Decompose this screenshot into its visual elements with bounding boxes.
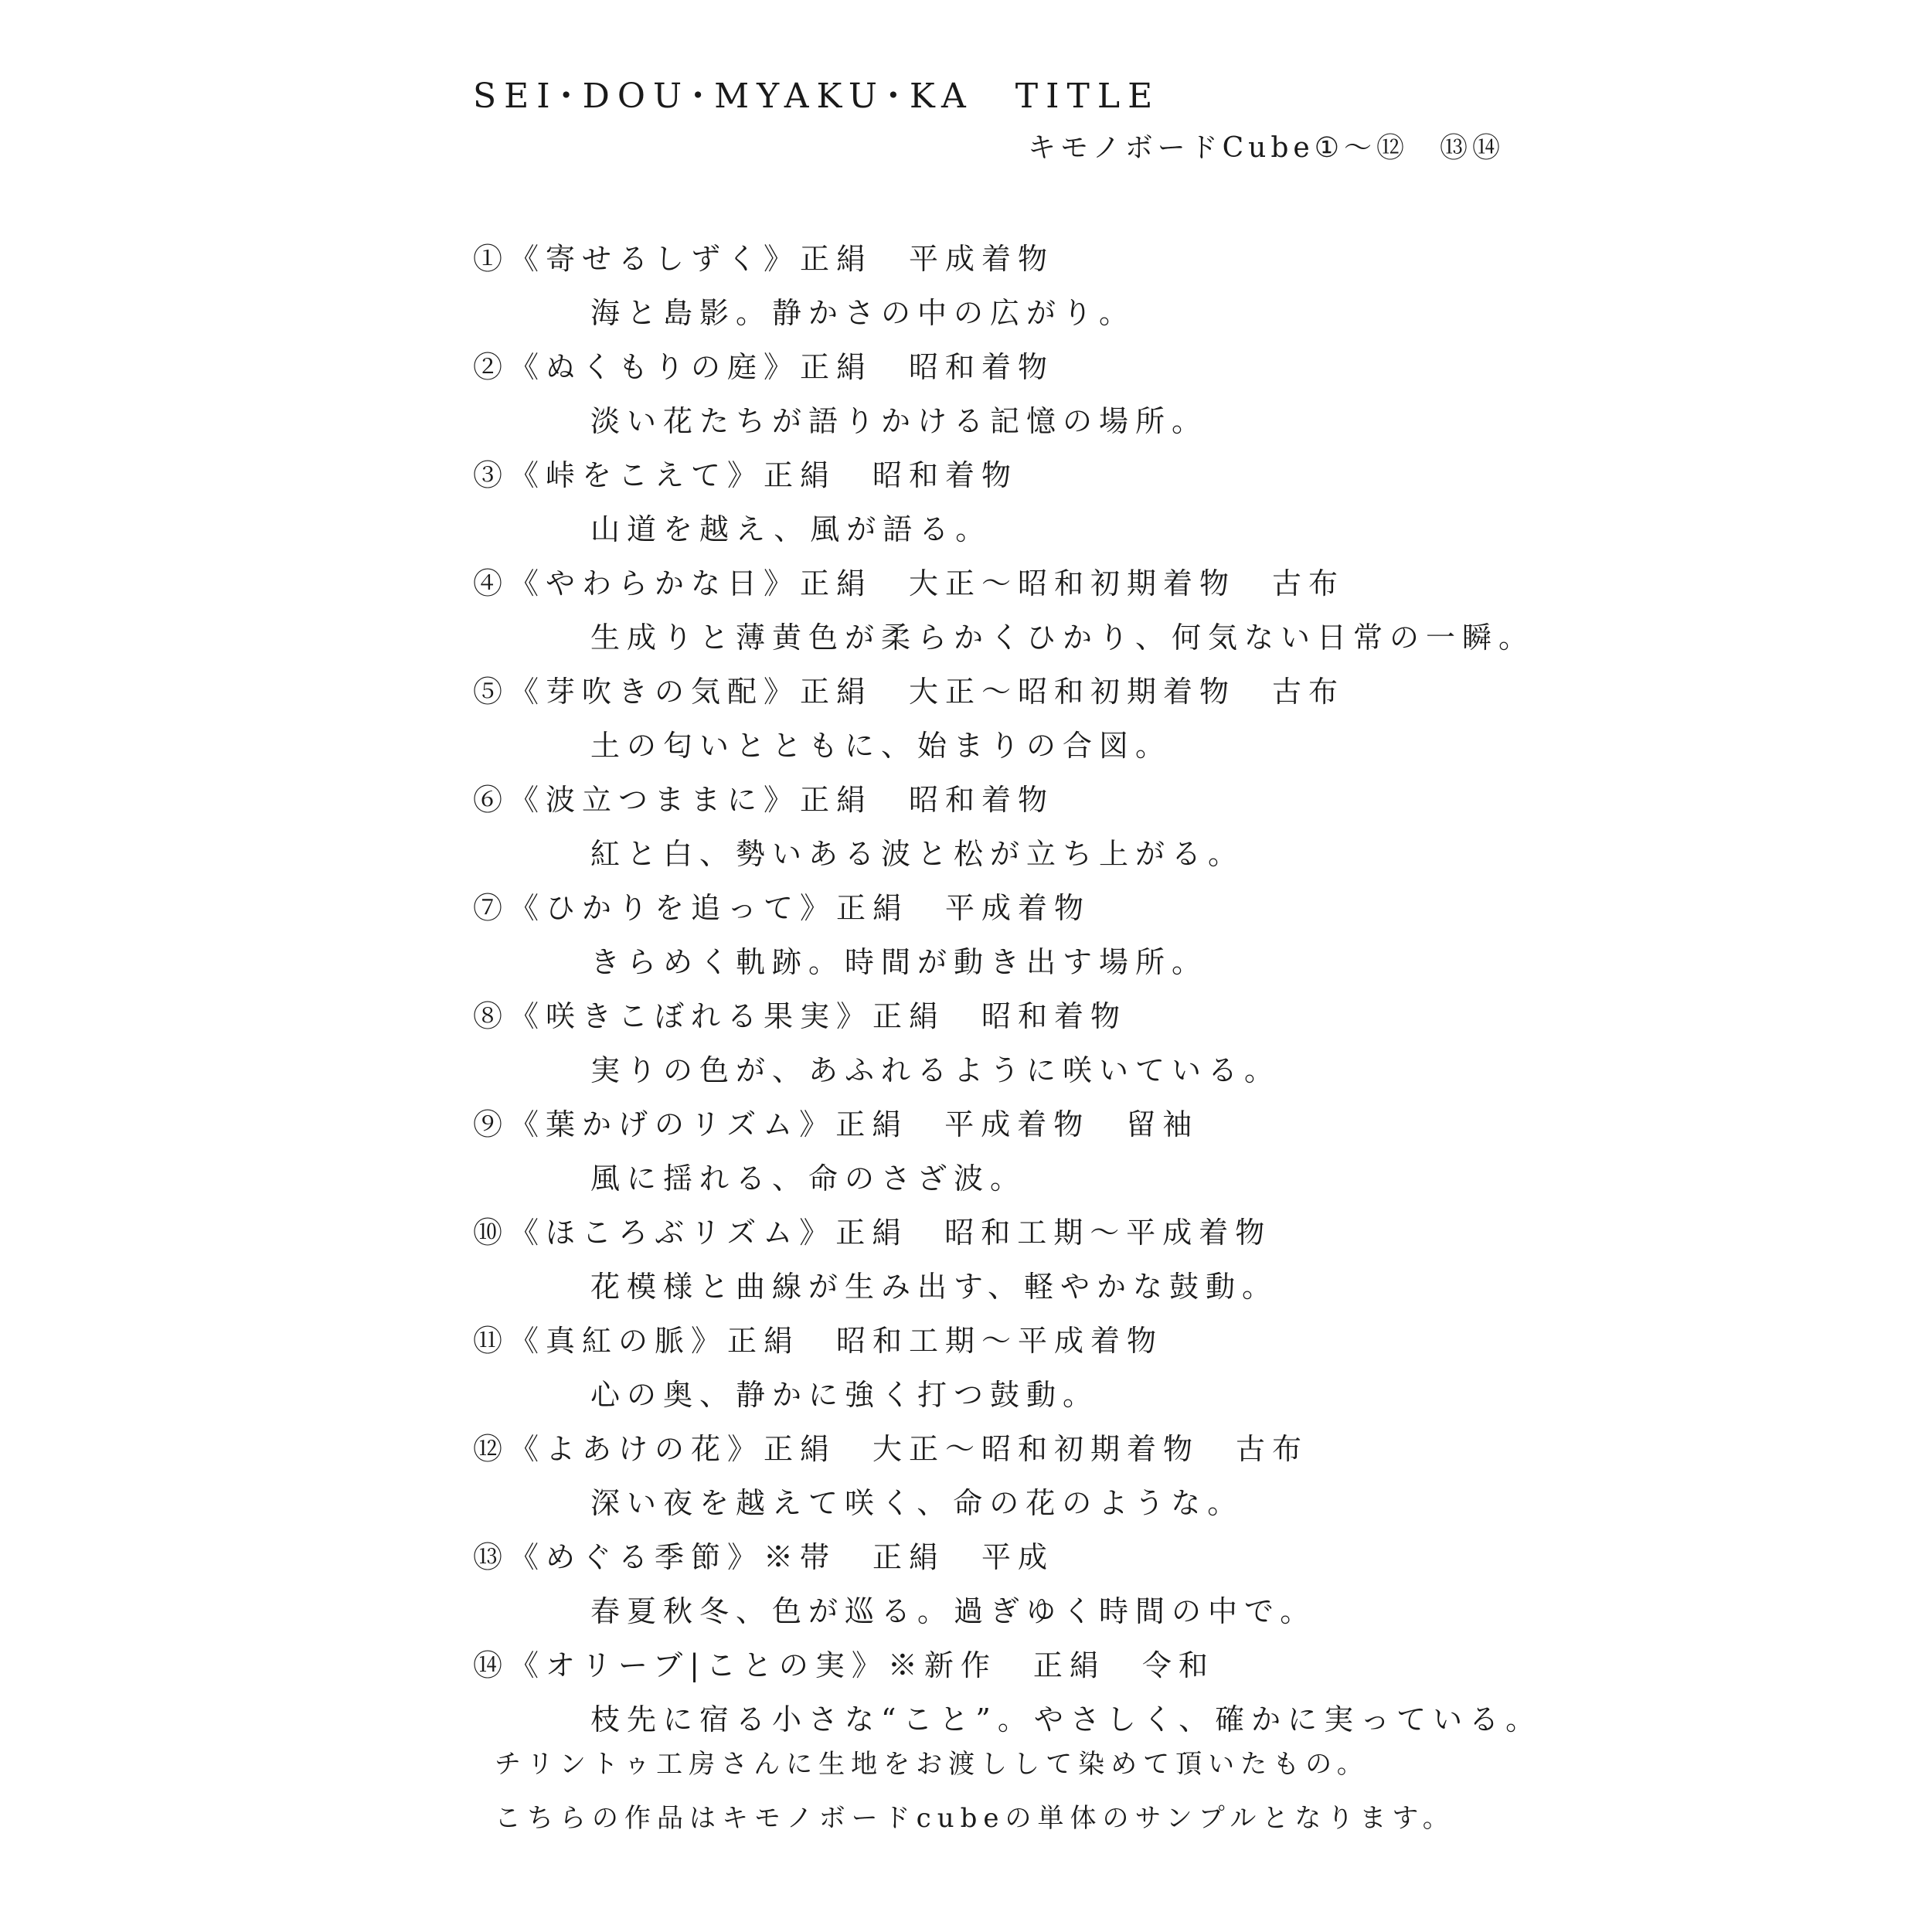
entry-heading: ⑬《めぐる季節》※帯 正絹 平成: [473, 1540, 1055, 1574]
entry-heading: ⑭《オリーブ|ことの実》※新作 正絹 令和: [473, 1648, 1215, 1682]
entry-heading: ⑤《芽吹きの気配》正絹 大正～昭和初期着物 古布: [473, 675, 1345, 709]
subtitle-extra: ⑬⑭: [1440, 132, 1505, 164]
page-title: SEI･DOU･MYAKU･KA TITLE: [473, 77, 1161, 116]
entry-heading: ④《やわらかな日》正絹 大正～昭和初期着物 古布: [473, 566, 1345, 600]
entry-description: 淡い花たちが語りかける記憶の場所。: [590, 404, 1209, 438]
entry-heading: ①《寄せるしずく》正絹 平成着物: [473, 242, 1055, 276]
entry-description: 海と島影。静かさの中の広がり。: [590, 296, 1136, 330]
entry-description: 枝先に宿る小さな“こと”。やさしく、確かに実っている。: [590, 1702, 1543, 1736]
entry-heading: ⑪《真紅の脈》正絹 昭和工期～平成着物: [473, 1324, 1164, 1358]
entry-description: 春夏秋冬、色が巡る。過ぎゆく時間の中で。: [590, 1594, 1317, 1628]
entry-description: 深い夜を越えて咲く、命の花のような。: [590, 1486, 1244, 1520]
footnote-dyeing: チリントゥ工房さんに生地をお渡しして染めて頂いたもの。: [495, 1749, 1369, 1780]
entry-description: 花模様と曲線が生み出す、軽やかな鼓動。: [590, 1270, 1278, 1304]
entry-list: [473, 232, 1864, 1747]
entry-heading: ⑥《波立つままに》正絹 昭和着物: [473, 783, 1055, 817]
entry-description: 実りの色が、あふれるように咲いている。: [590, 1053, 1281, 1087]
entry-heading: ③《峠をこえて》正絹 昭和着物: [473, 458, 1019, 492]
entry-heading: ②《ぬくもりの庭》正絹 昭和着物: [473, 350, 1055, 384]
entry-heading: ⑨《葉かげのリズム》正絹 平成着物 留袖: [473, 1107, 1199, 1141]
entry-description: 心の奥、静かに強く打つ鼓動。: [590, 1378, 1100, 1412]
entry-description: 紅と白、勢いある波と松が立ち上がる。: [590, 837, 1245, 871]
entry-description: 山道を越え、風が語る。: [590, 512, 992, 546]
entry-heading: ⑧《咲きこぼれる果実》正絹 昭和着物: [473, 999, 1128, 1033]
subtitle-main: キモノボードCube①～⑫: [1028, 132, 1409, 164]
entry-heading: ⑩《ほころぶリズム》正絹 昭和工期～平成着物: [473, 1216, 1272, 1250]
page-subtitle: [1028, 126, 1505, 165]
entry-description: 土の匂いとともに、始まりの合図。: [590, 729, 1172, 763]
entry-heading: ⑫《よあけの花》正絹 大正～昭和初期着物 古布: [473, 1432, 1309, 1466]
footnote-sample: こちらの作品はキモノボードcubeの単体のサンプルとなります。: [495, 1803, 1455, 1834]
entry-description: きらめく軌跡。時間が動き出す場所。: [590, 945, 1209, 979]
entry-heading: ⑦《ひかりを追って》正絹 平成着物: [473, 891, 1091, 925]
entry-description: 風に揺れる、命のさざ波。: [590, 1162, 1027, 1196]
entry-description: 生成りと薄黄色が柔らかくひかり、何気ない日常の一瞬。: [590, 621, 1536, 655]
